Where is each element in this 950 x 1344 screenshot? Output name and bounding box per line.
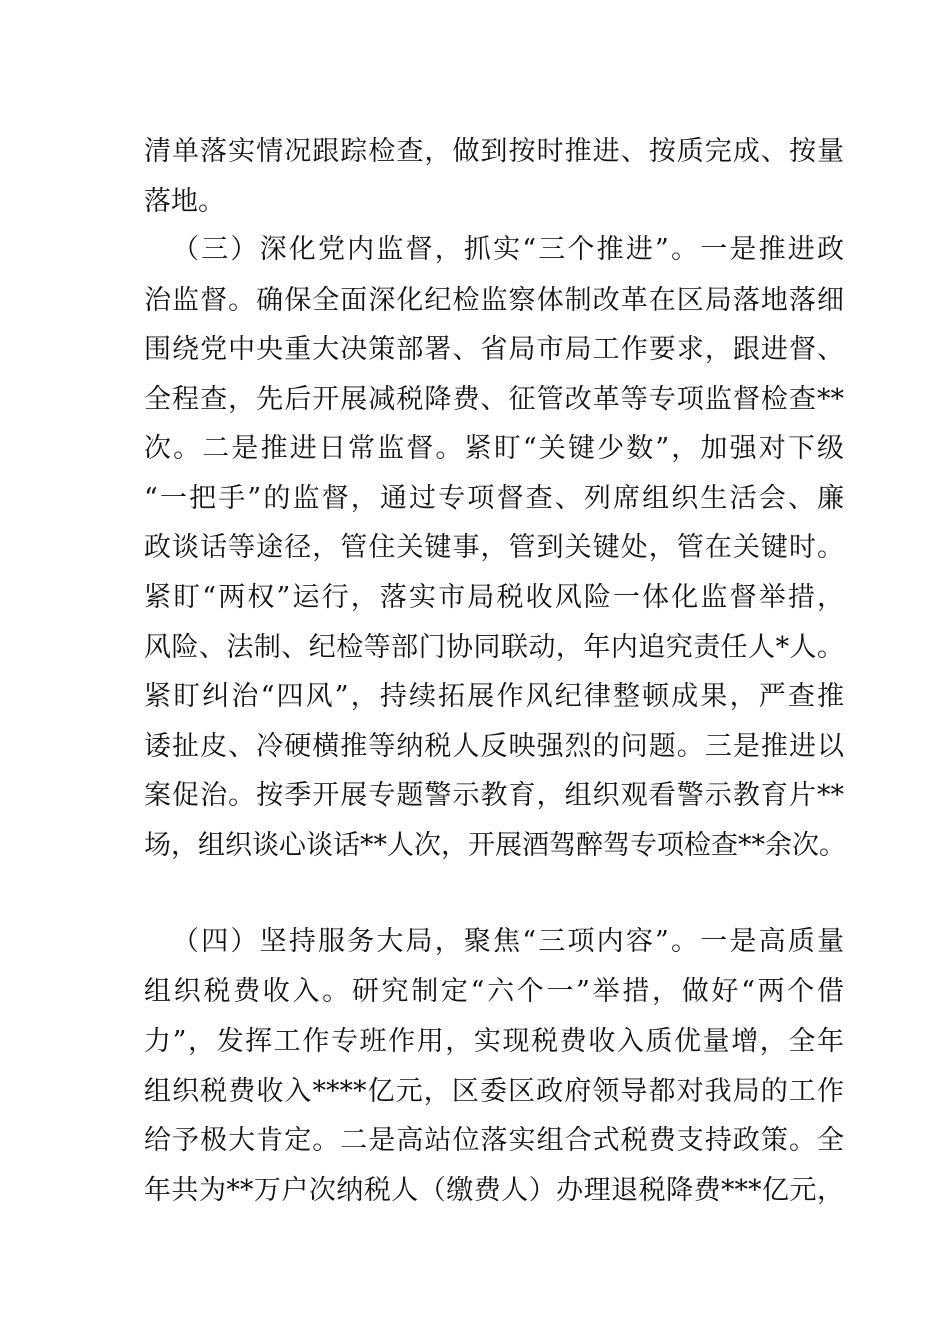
paragraph-line: 紧盯纠治“四风”，持续拓展作风纪律整顿成果，严查推 <box>144 681 844 712</box>
paragraph-line: 清单落实情况跟踪检查，做到按时推进、按质完成、按量 <box>144 136 844 167</box>
paragraph-line: 组织税费收入。研究制定“六个一”举措，做好“两个借 <box>144 976 844 1007</box>
paragraph-line: 场，组织谈心谈话**人次，开展酒驾醉驾专项检查**余次。 <box>144 830 846 861</box>
paragraph-line: 落地。 <box>144 186 225 217</box>
paragraph-line: （四）坚持服务大局，聚焦“三项内容”。一是高质量 <box>172 926 844 957</box>
paragraph-line: 政谈话等途径，管住关键事，管到关键处，管在关键时。 <box>144 532 844 563</box>
paragraph-line: 紧盯“两权”运行，落实市局税收风险一体化监督举措， <box>144 582 844 613</box>
paragraph-line: 年共为**万户次纳税人（缴费人）办理退税降费***亿元， <box>144 1175 844 1206</box>
paragraph-line: 围绕党中央重大决策部署、省局市局工作要求，跟进督、 <box>144 334 844 365</box>
paragraph-line: （三）深化党内监督，抓实“三个推进”。一是推进政 <box>172 234 844 265</box>
paragraph-line: 力”，发挥工作专班作用，实现税费收入质优量增，全年 <box>144 1026 844 1057</box>
paragraph-line: 治监督。确保全面深化纪检监察体制改革在区局落地落细 <box>144 285 844 316</box>
paragraph-line: 风险、法制、纪检等部门协同联动，年内追究责任人*人。 <box>144 632 844 663</box>
paragraph-line: 组织税费收入****亿元，区委区政府领导都对我局的工作 <box>144 1076 844 1107</box>
paragraph-line: “一把手”的监督，通过专项督查、列席组织生活会、廉 <box>144 483 844 514</box>
paragraph-line: 给予极大肯定。二是高站位落实组合式税费支持政策。全 <box>144 1125 844 1156</box>
paragraph-line: 全程查，先后开展减税降费、征管改革等专项监督检查** <box>144 384 844 415</box>
paragraph-line: 案促治。按季开展专题警示教育，组织观看警示教育片** <box>144 780 844 811</box>
paragraph-line: 次。二是推进日常监督。紧盯“关键少数”，加强对下级 <box>144 433 844 464</box>
paragraph-line: 诿扯皮、冷硬横推等纳税人反映强烈的问题。三是推进以 <box>144 731 844 762</box>
